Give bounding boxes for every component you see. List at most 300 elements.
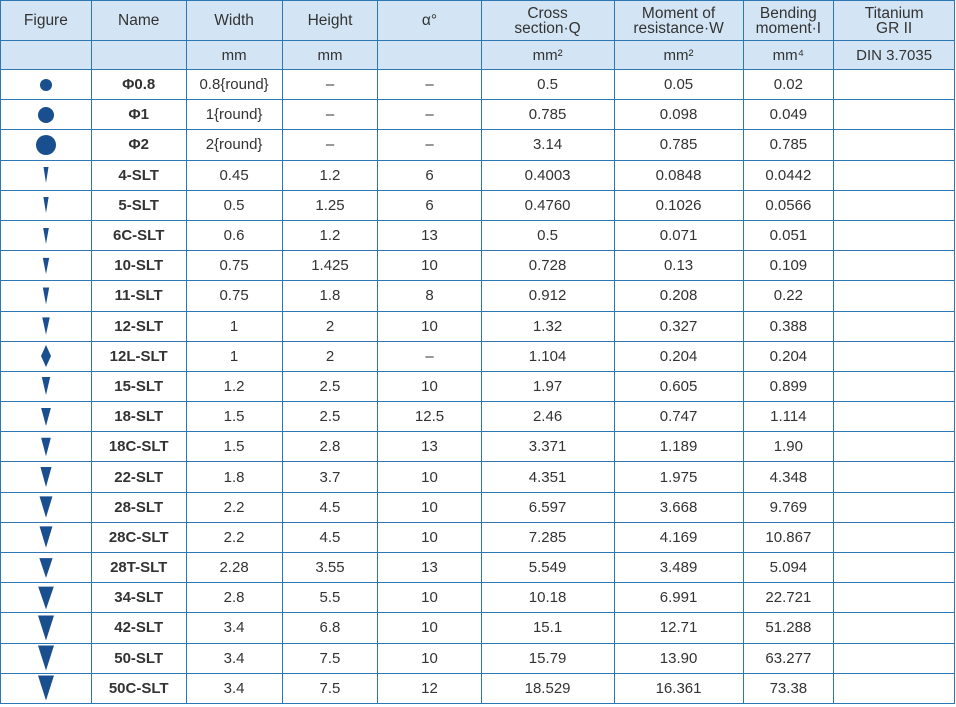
moment-resistance-cell: 0.605	[614, 371, 743, 401]
figure-cell	[1, 341, 92, 371]
width-cell: 2.2	[186, 522, 282, 552]
profile-figure	[34, 343, 58, 369]
figure-cell	[1, 190, 92, 220]
figure-cell	[1, 160, 92, 190]
moment-resistance-cell: 0.05	[614, 70, 743, 100]
table-row	[1, 220, 955, 250]
header-cross-section	[481, 1, 614, 41]
moment-resistance-cell: 0.0848	[614, 160, 743, 190]
cross-section-cell: 6.597	[481, 492, 614, 522]
table-body	[1, 70, 955, 704]
bending-moment-cell: 1.114	[743, 402, 834, 432]
profile-figure	[34, 464, 58, 490]
cross-section-cell: 5.549	[481, 553, 614, 583]
height-cell: 1.8	[282, 281, 378, 311]
width-cell: 1.8	[186, 462, 282, 492]
profile-figure	[34, 404, 58, 430]
header-height-label: Height	[307, 12, 353, 29]
profile-figure-wrap	[1, 462, 91, 491]
profile-figure-wrap	[1, 221, 91, 250]
bending-moment-cell: 0.049	[743, 100, 834, 130]
header-cross-line1: Cross	[527, 4, 568, 22]
figure-cell	[1, 130, 92, 160]
material-cell	[834, 281, 955, 311]
name-cell: 5-SLT	[91, 190, 186, 220]
moment-resistance-cell: 0.747	[614, 402, 743, 432]
moment-resistance-cell: 0.13	[614, 251, 743, 281]
height-cell: 7.5	[282, 643, 378, 673]
table-row	[1, 251, 955, 281]
moment-resistance-cell: 16.361	[614, 673, 743, 703]
profile-figure	[34, 102, 58, 128]
cross-section-cell: 18.529	[481, 673, 614, 703]
profile-figure-wrap	[1, 130, 91, 159]
bending-moment-cell: 0.204	[743, 341, 834, 371]
height-cell: –	[282, 100, 378, 130]
alpha-cell: 13	[378, 220, 481, 250]
width-cell: 2.8	[186, 583, 282, 613]
alpha-cell: 10	[378, 522, 481, 552]
name-cell: Φ2	[91, 130, 186, 160]
header-width	[186, 1, 282, 41]
wedge-profile-icon	[41, 408, 51, 426]
name-cell: 18-SLT	[91, 402, 186, 432]
name-cell: 11-SLT	[91, 281, 186, 311]
profile-figure-wrap	[1, 100, 91, 129]
cross-section-cell: 0.4003	[481, 160, 614, 190]
width-cell: 2.28	[186, 553, 282, 583]
material-cell	[834, 371, 955, 401]
table-row	[1, 643, 955, 673]
profile-figure	[34, 72, 58, 98]
moment-resistance-cell: 3.489	[614, 553, 743, 583]
table-row	[1, 70, 955, 100]
unit-material: DIN 3.7035	[834, 41, 955, 70]
bending-moment-cell: 0.388	[743, 311, 834, 341]
cross-section-cell: 0.785	[481, 100, 614, 130]
alpha-cell: 6	[378, 160, 481, 190]
units-row	[1, 41, 955, 70]
alpha-cell: –	[378, 100, 481, 130]
figure-cell	[1, 70, 92, 100]
wedge-profile-icon	[38, 586, 54, 609]
cross-section-cell: 1.32	[481, 311, 614, 341]
table-row	[1, 130, 955, 160]
moment-resistance-cell: 12.71	[614, 613, 743, 643]
material-cell	[834, 553, 955, 583]
bending-moment-cell: 0.02	[743, 70, 834, 100]
wedge-profile-icon	[43, 228, 49, 244]
alpha-cell: –	[378, 70, 481, 100]
cross-section-cell: 10.18	[481, 583, 614, 613]
width-cell: 1{round}	[186, 100, 282, 130]
name-cell: Φ1	[91, 100, 186, 130]
material-cell	[834, 130, 955, 160]
figure-cell	[1, 100, 92, 130]
unit-width: mm	[186, 41, 282, 70]
height-cell: 1.2	[282, 160, 378, 190]
header-height	[282, 1, 378, 41]
height-cell: 3.7	[282, 462, 378, 492]
name-cell: 28-SLT	[91, 492, 186, 522]
alpha-cell: 8	[378, 281, 481, 311]
profile-figure-wrap	[1, 674, 91, 703]
table-row	[1, 371, 955, 401]
alpha-cell: 13	[378, 432, 481, 462]
profile-figure	[34, 645, 58, 671]
name-cell: 15-SLT	[91, 371, 186, 401]
profile-figure-wrap	[1, 251, 91, 280]
height-cell: 6.8	[282, 613, 378, 643]
wedge-profile-icon	[38, 646, 54, 671]
moment-resistance-cell: 4.169	[614, 522, 743, 552]
width-cell: 0.5	[186, 190, 282, 220]
bending-moment-cell: 63.277	[743, 643, 834, 673]
material-cell	[834, 432, 955, 462]
material-cell	[834, 251, 955, 281]
width-cell: 1.2	[186, 371, 282, 401]
material-cell	[834, 70, 955, 100]
table-row	[1, 673, 955, 703]
table-row	[1, 100, 955, 130]
header-alpha	[378, 1, 481, 41]
profile-figure-wrap	[1, 191, 91, 220]
figure-cell	[1, 613, 92, 643]
header-row	[1, 1, 955, 41]
header-titanium-line1: Titanium	[864, 4, 924, 22]
moment-resistance-cell: 0.785	[614, 130, 743, 160]
height-cell: 1.25	[282, 190, 378, 220]
profile-figure-wrap	[1, 553, 91, 582]
wedge-profile-icon	[43, 167, 48, 183]
name-cell: 28T-SLT	[91, 553, 186, 583]
material-cell	[834, 643, 955, 673]
header-figure-label: Figure	[23, 12, 68, 29]
header-titanium-line2: GR II	[876, 19, 913, 37]
alpha-cell: –	[378, 341, 481, 371]
wedge-profile-icon	[43, 258, 49, 274]
profile-figure	[34, 615, 58, 641]
figure-cell	[1, 583, 92, 613]
height-cell: 2	[282, 341, 378, 371]
wedge-profile-icon	[43, 197, 48, 213]
profile-figure-wrap	[1, 70, 91, 99]
table-row	[1, 553, 955, 583]
header-bending-moment	[743, 1, 834, 41]
width-cell: 0.75	[186, 251, 282, 281]
cross-section-cell: 3.14	[481, 130, 614, 160]
width-cell: 0.75	[186, 281, 282, 311]
profile-figure-wrap	[1, 493, 91, 522]
round-profile-icon	[38, 107, 54, 123]
height-cell: 2.8	[282, 432, 378, 462]
alpha-cell: 6	[378, 190, 481, 220]
name-cell: 10-SLT	[91, 251, 186, 281]
bending-moment-cell: 10.867	[743, 522, 834, 552]
figure-cell	[1, 220, 92, 250]
header-width-label: Width	[214, 12, 254, 29]
width-cell: 1.5	[186, 432, 282, 462]
profile-figure-wrap	[1, 523, 91, 552]
profile-figure	[34, 192, 58, 218]
width-cell: 2.2	[186, 492, 282, 522]
wedge-profile-icon	[42, 317, 50, 334]
profile-figure	[34, 494, 58, 520]
cross-section-cell: 0.5	[481, 70, 614, 100]
cross-section-cell: 7.285	[481, 522, 614, 552]
diamond-profile-icon	[41, 345, 51, 367]
name-cell: 12L-SLT	[91, 341, 186, 371]
profile-figure	[34, 555, 58, 581]
bending-moment-cell: 0.109	[743, 251, 834, 281]
figure-cell	[1, 673, 92, 703]
header-cross-line2: section·Q	[514, 19, 581, 37]
alpha-cell: 10	[378, 643, 481, 673]
wedge-profile-icon	[41, 438, 51, 456]
unit-alpha	[378, 41, 481, 70]
height-cell: 3.55	[282, 553, 378, 583]
material-cell	[834, 522, 955, 552]
profile-figure	[34, 253, 58, 279]
table-row	[1, 341, 955, 371]
bending-moment-cell: 0.899	[743, 371, 834, 401]
profile-figure	[34, 162, 58, 188]
name-cell: 18C-SLT	[91, 432, 186, 462]
bending-moment-cell: 0.22	[743, 281, 834, 311]
alpha-cell: 10	[378, 251, 481, 281]
header-moment-line2: resistance·W	[633, 19, 724, 37]
round-profile-icon	[36, 135, 56, 155]
cross-section-cell: 0.4760	[481, 190, 614, 220]
profile-figure	[34, 132, 58, 158]
cross-section-cell: 4.351	[481, 462, 614, 492]
material-cell	[834, 190, 955, 220]
moment-resistance-cell: 6.991	[614, 583, 743, 613]
alpha-cell: 10	[378, 311, 481, 341]
wedge-profile-icon	[40, 467, 51, 487]
name-cell: 50C-SLT	[91, 673, 186, 703]
header-name-label: Name	[118, 12, 160, 29]
figure-cell	[1, 371, 92, 401]
name-cell: 42-SLT	[91, 613, 186, 643]
unit-name	[91, 41, 186, 70]
moment-resistance-cell: 0.098	[614, 100, 743, 130]
width-cell: 3.4	[186, 673, 282, 703]
header-bending-line2: moment·I	[755, 19, 822, 37]
height-cell: 1.2	[282, 220, 378, 250]
alpha-cell: 12.5	[378, 402, 481, 432]
bending-moment-cell: 73.38	[743, 673, 834, 703]
alpha-cell: 10	[378, 492, 481, 522]
bending-moment-cell: 0.0566	[743, 190, 834, 220]
wedge-profile-icon	[39, 527, 52, 548]
cross-section-cell: 1.97	[481, 371, 614, 401]
figure-cell	[1, 251, 92, 281]
profile-figure	[34, 283, 58, 309]
figure-cell	[1, 402, 92, 432]
moment-resistance-cell: 0.208	[614, 281, 743, 311]
bending-moment-cell: 0.0442	[743, 160, 834, 190]
cross-section-cell: 0.728	[481, 251, 614, 281]
alpha-cell: –	[378, 130, 481, 160]
material-cell	[834, 492, 955, 522]
height-cell: –	[282, 130, 378, 160]
profile-figure	[34, 313, 58, 339]
table-row	[1, 190, 955, 220]
height-cell: 2	[282, 311, 378, 341]
profile-figure	[34, 434, 58, 460]
header-alpha-label: α°	[421, 12, 438, 29]
profile-figure	[34, 524, 58, 550]
cross-section-cell: 0.912	[481, 281, 614, 311]
alpha-cell: 10	[378, 462, 481, 492]
material-cell	[834, 583, 955, 613]
moment-resistance-cell: 0.1026	[614, 190, 743, 220]
material-cell	[834, 341, 955, 371]
cross-section-cell: 3.371	[481, 432, 614, 462]
material-cell	[834, 462, 955, 492]
header-moment-resistance	[614, 1, 743, 41]
width-cell: 0.6	[186, 220, 282, 250]
header-figure	[1, 1, 92, 41]
profile-figure-wrap	[1, 372, 91, 401]
profile-figure	[34, 223, 58, 249]
figure-cell	[1, 522, 92, 552]
profile-figure	[34, 585, 58, 611]
cross-section-cell: 15.79	[481, 643, 614, 673]
unit-figure	[1, 41, 92, 70]
profile-figure	[34, 373, 58, 399]
name-cell: 34-SLT	[91, 583, 186, 613]
material-cell	[834, 673, 955, 703]
wedge-profile-icon	[39, 497, 52, 518]
width-cell: 3.4	[186, 643, 282, 673]
table-row	[1, 462, 955, 492]
cross-section-cell: 2.46	[481, 402, 614, 432]
wedge-profile-icon	[38, 676, 54, 701]
height-cell: 1.425	[282, 251, 378, 281]
moment-resistance-cell: 1.975	[614, 462, 743, 492]
name-cell: 12-SLT	[91, 311, 186, 341]
profile-figure-wrap	[1, 312, 91, 341]
figure-cell	[1, 643, 92, 673]
round-profile-icon	[40, 79, 52, 91]
figure-cell	[1, 462, 92, 492]
material-cell	[834, 613, 955, 643]
moment-resistance-cell: 1.189	[614, 432, 743, 462]
name-cell: 28C-SLT	[91, 522, 186, 552]
bending-moment-cell: 0.785	[743, 130, 834, 160]
height-cell: 4.5	[282, 522, 378, 552]
figure-cell	[1, 553, 92, 583]
bending-moment-cell: 9.769	[743, 492, 834, 522]
cross-section-cell: 1.104	[481, 341, 614, 371]
unit-height: mm	[282, 41, 378, 70]
profile-figure-wrap	[1, 583, 91, 612]
wedge-profile-icon	[43, 287, 49, 304]
alpha-cell: 13	[378, 553, 481, 583]
table-row	[1, 311, 955, 341]
profile-figure-wrap	[1, 402, 91, 431]
cross-section-cell: 15.1	[481, 613, 614, 643]
width-cell: 1.5	[186, 402, 282, 432]
name-cell: Φ0.8	[91, 70, 186, 100]
height-cell: 2.5	[282, 371, 378, 401]
profile-figure-wrap	[1, 613, 91, 642]
width-cell: 2{round}	[186, 130, 282, 160]
profile-figure-wrap	[1, 281, 91, 310]
alpha-cell: 10	[378, 371, 481, 401]
width-cell: 1	[186, 341, 282, 371]
table-row	[1, 160, 955, 190]
cross-section-cell: 0.5	[481, 220, 614, 250]
name-cell: 50-SLT	[91, 643, 186, 673]
material-cell	[834, 220, 955, 250]
profile-figure	[34, 675, 58, 701]
figure-cell	[1, 281, 92, 311]
bending-moment-cell: 0.051	[743, 220, 834, 250]
material-cell	[834, 160, 955, 190]
wedge-profile-icon	[38, 616, 54, 641]
figure-cell	[1, 432, 92, 462]
header-titanium	[834, 1, 955, 41]
bending-moment-cell: 1.90	[743, 432, 834, 462]
table-row	[1, 522, 955, 552]
moment-resistance-cell: 0.327	[614, 311, 743, 341]
table-row	[1, 583, 955, 613]
height-cell: 2.5	[282, 402, 378, 432]
alpha-cell: 12	[378, 673, 481, 703]
height-cell: 5.5	[282, 583, 378, 613]
header-bending-line1: Bending	[759, 4, 817, 22]
bending-moment-cell: 5.094	[743, 553, 834, 583]
header-name	[91, 1, 186, 41]
wedge-profile-icon	[39, 558, 52, 578]
header-moment-line1: Moment of	[641, 4, 716, 22]
height-cell: 7.5	[282, 673, 378, 703]
alpha-cell: 10	[378, 613, 481, 643]
figure-cell	[1, 311, 92, 341]
height-cell: 4.5	[282, 492, 378, 522]
wedge-profile-icon	[42, 377, 50, 395]
profile-figure-wrap	[1, 161, 91, 190]
material-cell	[834, 311, 955, 341]
unit-cross-section: mm²	[481, 41, 614, 70]
moment-resistance-cell: 13.90	[614, 643, 743, 673]
table-row	[1, 492, 955, 522]
moment-resistance-cell: 0.071	[614, 220, 743, 250]
name-cell: 6C-SLT	[91, 220, 186, 250]
alpha-cell: 10	[378, 583, 481, 613]
table-row	[1, 402, 955, 432]
figure-cell	[1, 492, 92, 522]
table-row	[1, 281, 955, 311]
material-cell	[834, 100, 955, 130]
name-cell: 4-SLT	[91, 160, 186, 190]
width-cell: 1	[186, 311, 282, 341]
name-cell: 22-SLT	[91, 462, 186, 492]
profile-figure-wrap	[1, 644, 91, 673]
material-cell	[834, 402, 955, 432]
table-row	[1, 613, 955, 643]
table-row	[1, 432, 955, 462]
bending-moment-cell: 4.348	[743, 462, 834, 492]
profile-figure-wrap	[1, 342, 91, 371]
moment-resistance-cell: 0.204	[614, 341, 743, 371]
unit-bending-moment: mm⁴	[743, 41, 834, 70]
bending-moment-cell: 51.288	[743, 613, 834, 643]
unit-moment-resistance: mm²	[614, 41, 743, 70]
